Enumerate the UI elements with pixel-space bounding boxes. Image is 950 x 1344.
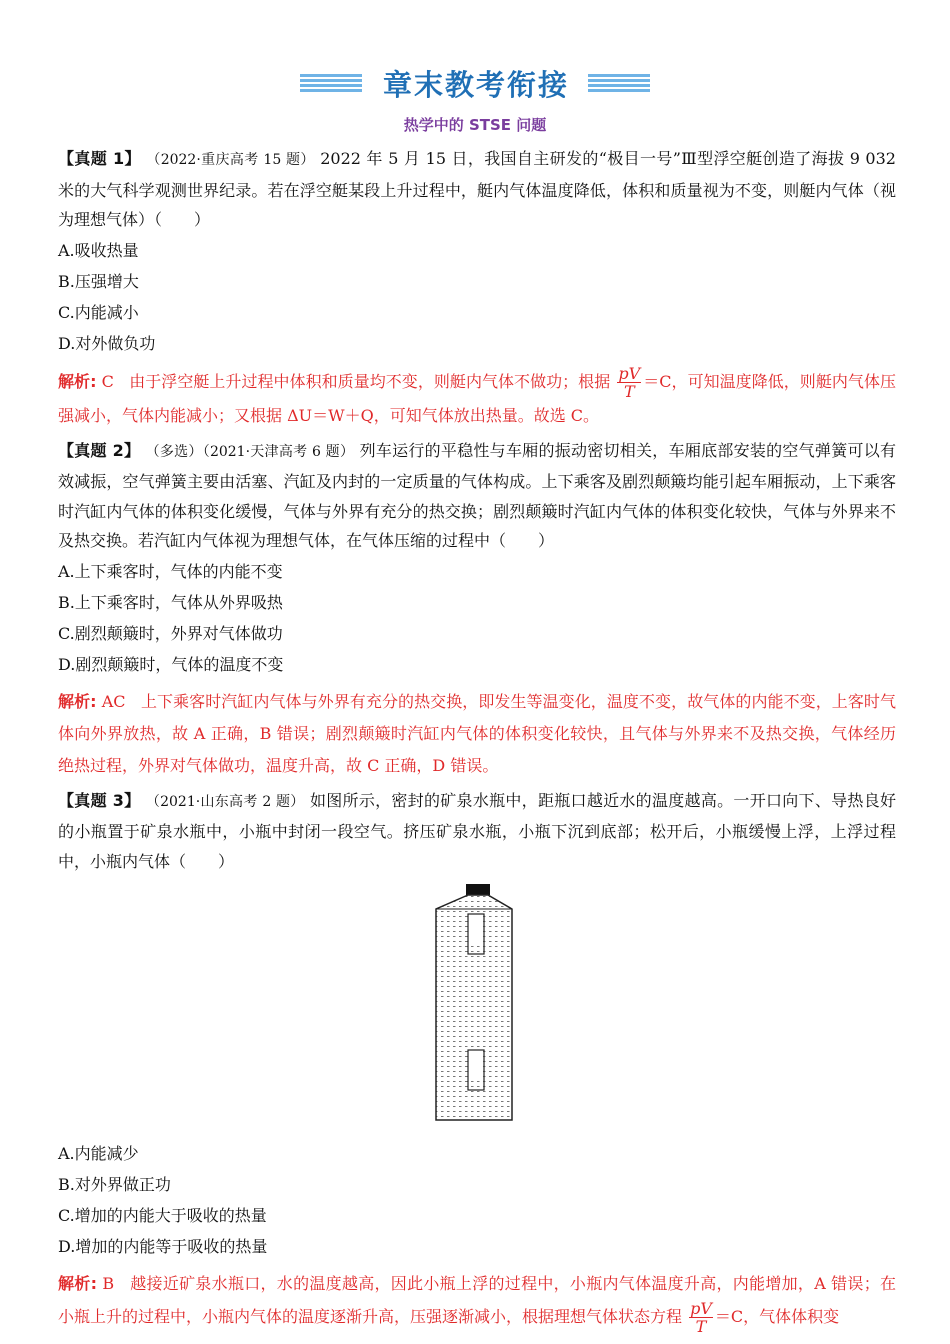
option-a: A.吸收热量: [58, 240, 139, 260]
question-3-text: 如图所示，密封的矿泉水瓶中，距瓶口越近水的温度越高。一开口向下、导热良好的小瓶置于矿泉水瓶中，小瓶中封闭一段空气。挤压矿泉水瓶，小瓶下沉到底部；松开后，小瓶缓慢上浮，上浮过程中，小瓶内气体（ ）: [58, 790, 896, 871]
answer-letter: AC: [101, 691, 126, 711]
answer-text-part1: 越接近矿泉水瓶口，水的温度越高，因此小瓶上浮的过程中，小瓶内气体温度升高，内能增加，A 错误；在小瓶上升的过程中，小瓶内气体的温度逐渐升高，压强逐渐减小，根据理想气体状态方程: [58, 1274, 896, 1326]
section-header: [0, 68, 950, 102]
fraction-pv-over-t: [689, 1300, 713, 1335]
option-a: A.内能减少: [58, 1144, 139, 1163]
question-3-answer: [58, 1268, 896, 1335]
fraction-numerator: pV: [690, 1299, 712, 1318]
bottle-cap: [466, 884, 490, 895]
question-2: [58, 436, 896, 782]
option-d: D.剧烈颠簸时，气体的温度不变: [58, 654, 284, 674]
answer-label: 解析:: [58, 371, 97, 391]
page-title: 章末教考衔接: [382, 68, 569, 102]
answer-letter: B: [102, 1274, 115, 1293]
question-3-tag: 【真题 3】: [58, 790, 141, 810]
document-body: [58, 140, 896, 1335]
answer-label: 解析:: [58, 691, 97, 711]
option-d: D.增加的内能等于吸收的热量: [58, 1237, 268, 1256]
question-3-stem: [58, 786, 896, 877]
option-d: D.对外做负功: [58, 333, 156, 353]
question-2-text: 列车运行的平稳性与车厢的振动密切相关，车厢底部安装的空气弹簧可以有效减振，空气弹簧主要由活塞、汽缸及内封的一定质量的气体构成。上下乘客及剧烈颠簸均能引起车厢振动，上下乘客时汽缸内气体的体积变化缓慢，气体与外界有充分的热交换；剧烈颠簸时汽缸内气体的体积变化较快，气体与外界来不及热交换。若汽缸内气体视为理想气体，在气体压缩的过程中（ ）: [58, 440, 896, 550]
section-subtitle: 热学中的 STSE 问题: [403, 116, 547, 134]
header-decoration-right: [588, 74, 650, 98]
option-a: A.上下乘客时，气体的内能不变: [58, 561, 283, 581]
question-2-options: [58, 556, 896, 680]
answer-text-part1: 由于浮空艇上升过程中体积和质量均不变，则艇内气体不做功；根据: [129, 371, 611, 391]
question-3-source: （2021·山东高考 2 题）: [145, 793, 305, 810]
question-1-tag: 【真题 1】: [58, 149, 141, 168]
option-b: B.对外界做正功: [58, 1175, 171, 1194]
question-1-answer: [58, 365, 896, 432]
option-b: B.压强增大: [58, 271, 139, 291]
bottle-illustration: [428, 884, 528, 1122]
option-b: B.上下乘客时，气体从外界吸热: [58, 592, 283, 612]
answer-text-part2: ＝C，可知温度降低，则艇内气体压强减小，气体内能减小；又根据 ΔU＝W＋Q，可知气体放出热量。故选 C。: [58, 371, 896, 425]
fraction-denominator: T: [623, 381, 635, 401]
question-2-answer: [58, 686, 896, 782]
question-3-options: [58, 1138, 896, 1262]
fraction-denominator: T: [695, 1317, 707, 1336]
answer-text: 上下乘客时汽缸内气体与外界有充分的热交换，即发生等温变化，温度不变，故气体的内能不变，上客时气体向外界放热，故 A 正确，B 错误；剧烈颠簸时汽缸内气体的体积变化较快，且气体与外界来不及热交换，气体经历绝热过程，外界对气体做功，温度升高，故 C 正确，D 错误。: [58, 691, 896, 775]
fraction-pv-over-t: [617, 365, 641, 400]
header-decoration-left: [300, 74, 362, 98]
question-1-text: 2022 年 5 月 15 日，我国自主研发的“极目一号”Ⅲ型浮空艇创造了海拔 9 032 米的大气科学观测世界纪录。若在浮空艇某段上升过程中，艇内气体温度降低，体积和质量视为不变，则艇内气体（视为理想气体）（ ）: [58, 149, 896, 229]
question-2-source: （多选）（2021·天津高考 6 题）: [145, 443, 355, 460]
option-c: C.剧烈颠簸时，外界对气体做功: [58, 623, 283, 643]
answer-label: 解析:: [58, 1274, 97, 1293]
option-c: C.增加的内能大于吸收的热量: [58, 1206, 267, 1225]
bottle-diagram: [58, 884, 896, 1134]
fraction-numerator: pV: [618, 363, 641, 383]
question-3: [58, 786, 896, 1336]
answer-text-part2: ＝C，气体体积变: [714, 1307, 840, 1326]
answer-letter: C: [101, 371, 114, 391]
question-2-tag: 【真题 2】: [58, 440, 141, 460]
question-1: [58, 144, 896, 432]
question-1-stem: [58, 144, 896, 235]
question-2-stem: [58, 436, 896, 556]
question-1-options: [58, 235, 896, 359]
question-1-source: （2022·重庆高考 15 题）: [146, 152, 315, 168]
option-c: C.内能减小: [58, 302, 139, 322]
